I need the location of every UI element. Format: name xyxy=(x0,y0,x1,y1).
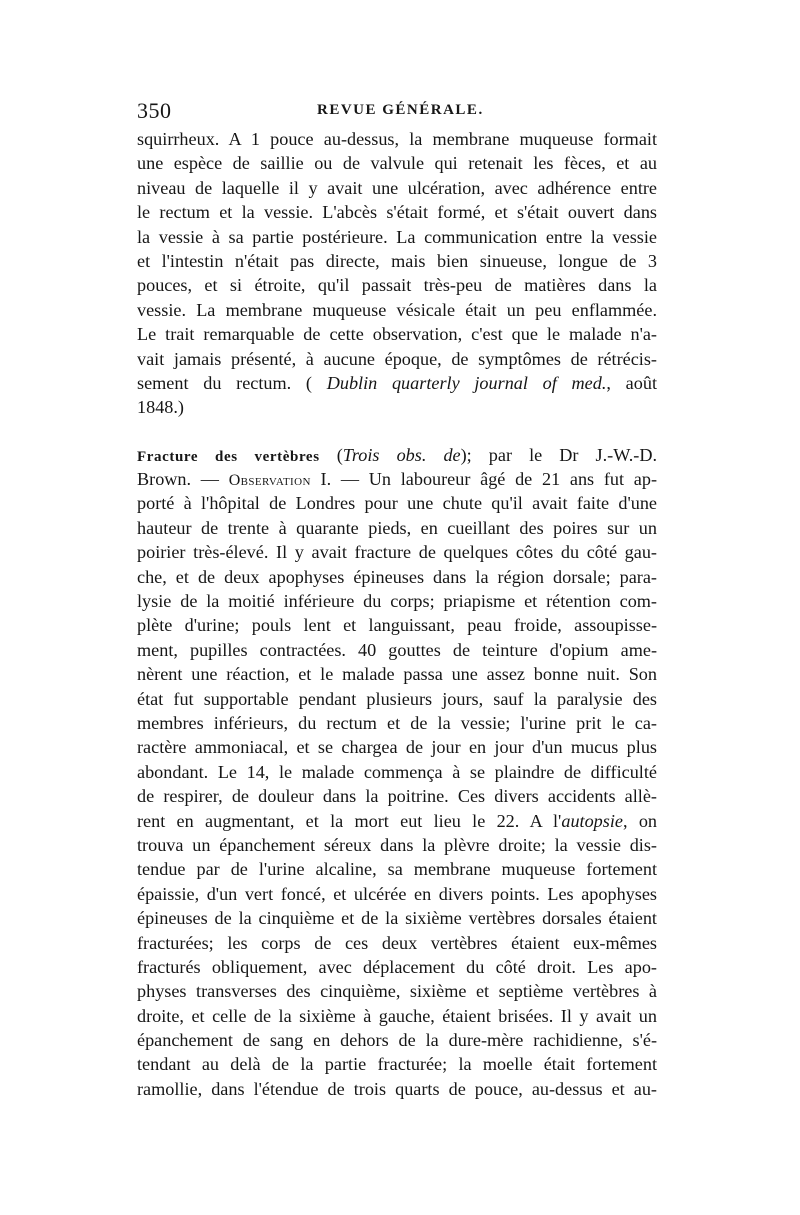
text-line: de respirer, de douleur dans la poitrine. Ces divers accidents allè- xyxy=(137,786,657,807)
text-line: che, et de deux apophyses épineuses dans la région dorsale; para- xyxy=(137,566,657,587)
text-line: poirier très-élevé. Il y avait fracture de quelques côtes du côté gau- xyxy=(137,542,657,563)
text-line: vessie. La membrane muqueuse vésicale était un peu enflammée. xyxy=(137,299,657,320)
text-line: plète d'urine; pouls lent et languissant, peau froide, assoupisse- xyxy=(137,615,657,636)
running-head: REVUE GÉNÉRALE. xyxy=(317,102,484,118)
author-name: Brown. — xyxy=(137,469,229,490)
paragraph-gap xyxy=(137,420,657,443)
text-line: pouces, et si étroite, qu'il passait très-peu de matières dans la xyxy=(137,275,657,296)
text-line xyxy=(137,809,657,833)
text-line: vait jamais présenté, à aucune époque, de symptômes de rétrécis- xyxy=(137,348,657,369)
text-line: Le trait remarquable de cette observation, c'est que le malade n'a- xyxy=(137,324,657,345)
text-line: 1848.) xyxy=(137,397,184,418)
text-line xyxy=(137,467,657,491)
text-line: et l'intestin n'était pas directe, mais bien sinueuse, longue de 3 xyxy=(137,250,657,271)
text-line: état fut supportable pendant plusieurs jours, sauf la paralysie des xyxy=(137,688,657,709)
text-line: une espèce de saillie ou de valvule qui retenait les fèces, et au xyxy=(137,153,657,174)
text-line: squirrheux. A 1 pouce au-dessus, la membrane muqueuse formait xyxy=(137,129,657,149)
text-fragment: , on xyxy=(622,810,657,831)
text-line: abondant. Le 14, le malade commença à se plaindre de difficulté xyxy=(137,761,657,782)
text-line: membres inférieurs, du rectum et de la vessie; l'urine prit le ca- xyxy=(137,712,657,733)
text-line: tendue par de l'urine alcaline, sa membrane muqueuse fortement xyxy=(137,859,657,880)
text-line: ramollie, dans l'étendue de trois quarts de pouce, au-dessus et au- xyxy=(137,1078,657,1099)
text-line: épineuses de la cinquième et de la sixième vertèbres dorsales étaient xyxy=(137,908,657,929)
journal-title: Dublin quarterly journal of med. xyxy=(326,372,607,393)
body-text xyxy=(137,127,657,1101)
text-line: ment, pupilles contractées. 40 gouttes de teinture d'opium ame- xyxy=(137,639,657,660)
text-line: trouva un épanchement séreux dans la plèvre droite; la vessie dis- xyxy=(137,834,657,855)
text-line: porté à l'hôpital de Londres pour une chute qu'il avait faite d'une xyxy=(137,493,657,514)
text-line: ractère ammoniacal, et se chargea de jour en jour d'un mucus plus xyxy=(137,737,657,758)
text-line: droite, et celle de la sixième à gauche, étaient brisées. Il y avait un xyxy=(137,1005,657,1026)
text-line: épanchement de sang en dehors de la dure-mère rachidienne, s'é- xyxy=(137,1030,657,1051)
text-line: épaissie, d'un vert foncé, et ulcérée en divers points. Les apophyses xyxy=(137,883,657,904)
paragraph-continuation xyxy=(137,127,657,420)
article-title: Fracture des vertèbres xyxy=(137,448,320,465)
text-line: le rectum et la vessie. L'abcès s'était formé, et s'était ouvert dans xyxy=(137,202,657,223)
text-line: niveau de laquelle il y avait une ulcération, avec adhérence entre xyxy=(137,177,657,198)
text-line: fracturées; les corps de ces deux vertèbres étaient eux-mêmes xyxy=(137,932,657,953)
text-line: fracturés obliquement, avec déplacement du côté droit. Les apo- xyxy=(137,956,657,977)
text-line: nèrent une réaction, et le malade passa une assez bonne nuit. Son xyxy=(137,664,657,685)
text-line: physes transverses des cinquième, sixième et septième vertèbres à xyxy=(137,981,657,1002)
text-fragment: , août xyxy=(606,372,657,393)
article-title-line xyxy=(137,443,657,467)
autopsie-word: autopsie xyxy=(561,810,623,831)
text-line: hauteur de trente à quarante pieds, en cueillant des poires sur un xyxy=(137,517,657,538)
citation-line xyxy=(137,371,657,395)
text-line: la vessie à sa partie postérieure. La communication entre la vessie xyxy=(137,226,657,247)
text-fragment: ( xyxy=(319,444,343,465)
page-header xyxy=(137,98,657,126)
title-italic: Trois obs. de xyxy=(342,444,461,465)
text-fragment: ); par le Dr J.-W.-D. xyxy=(460,444,657,465)
text-fragment: I. — Un laboureur âgé de 21 ans fut ap- xyxy=(310,469,658,490)
text-fragment: rent en augmentant, et la mort eut lieu le 22. A l' xyxy=(137,810,562,831)
article-fracture-vertebres xyxy=(137,443,657,1102)
text-fragment: sement du rectum. ( xyxy=(137,372,327,393)
page-number: 350 xyxy=(137,98,172,123)
text-line: lysie de la moitié inférieure du corps; priapisme et rétention com- xyxy=(137,591,657,612)
text-line: tendant au delà de la partie fracturée; la moelle était fortement xyxy=(137,1054,657,1075)
observation-label: Observation xyxy=(228,472,311,490)
